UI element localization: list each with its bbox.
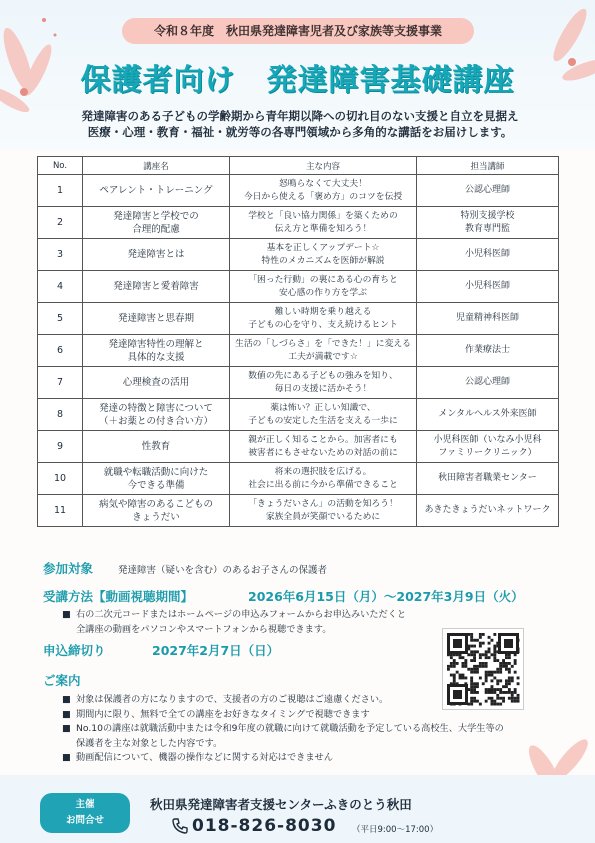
course-name <box>83 303 230 335</box>
method-note: 全講座の動画をパソコンやスマートフォンから視聴できます。 <box>76 623 332 635</box>
list-item <box>62 623 442 638</box>
course-lecturer <box>417 175 559 207</box>
list-item: ■ No.10の講座は就職活動中または令和9年度の就職に向けて就職活動を予定している高校生、大学生等の <box>62 722 572 737</box>
course-content-line: 毎日の支援に活かそう！ <box>274 383 372 394</box>
column-header-lecturer: 担当講師 <box>417 157 559 175</box>
course-content-line: 基本を正しくアップデート☆ <box>266 242 380 253</box>
qr-code-image <box>443 629 523 709</box>
course-number: 7 <box>38 367 83 399</box>
course-lecturer <box>417 463 559 495</box>
course-lecturer-line: 秋田障害者職業センター <box>438 473 537 483</box>
course-content-line: 怒鳴らなくて大丈夫！ <box>279 178 367 189</box>
table-header-row <box>38 157 559 175</box>
course-name-line: 発達障害と愛着障害 <box>113 281 199 292</box>
table-row <box>38 431 559 463</box>
method-notes <box>62 608 442 637</box>
course-lecturer <box>417 367 559 399</box>
course-name <box>83 367 230 399</box>
course-name-line: 具体的な支援 <box>127 351 185 363</box>
course-content <box>230 495 417 527</box>
course-number: 1 <box>38 175 83 207</box>
course-name <box>83 239 230 271</box>
course-lecturer <box>417 239 559 271</box>
column-header-content: 主な内容 <box>230 157 417 175</box>
list-item: ■ 期間内に限り、無料で全ての講座をお好きなタイミングで視聴できます <box>62 708 572 723</box>
course-number: 4 <box>38 271 83 303</box>
course-content-line: 「困った行動」の裏にある心の育ちと <box>248 274 398 285</box>
course-name <box>83 431 230 463</box>
course-content-line: 将来の選択肢を広げる。 <box>274 466 372 477</box>
course-table <box>37 156 559 527</box>
course-content-line: 社会に出る前に今から準備できること <box>248 479 398 490</box>
list-item: ■ 動画配信について、機器の操作などに関する対応はできません <box>62 751 572 766</box>
course-content-line: 難しい時期を乗り越える <box>274 306 372 317</box>
notice-text: 期間内に限り、無料で全ての講座をお好きなタイミングで視聴できます <box>76 708 370 720</box>
deadline-date: 2027年2月7日（日） <box>152 643 280 658</box>
course-content-line: 家族全員が笑顔でいるために <box>265 511 381 522</box>
course-content <box>230 399 417 431</box>
course-lecturer <box>417 495 559 527</box>
course-lecturer <box>417 303 559 335</box>
target-label: 参加対象 <box>43 561 94 576</box>
table-row <box>38 463 559 495</box>
course-content-line: 伝え方と準備を知ろう！ <box>274 223 372 234</box>
course-content-line: 「きょうだいさん」の活動を知ろう！ <box>248 498 398 509</box>
badge-organizer: 主催 <box>75 799 95 810</box>
intro-line: 発達障害のある子どもの学齢期から青年期以降への切れ目のない支援と自立を見据え <box>81 109 519 123</box>
course-content-line: 被害者にもさせないための対話の前に <box>248 447 398 458</box>
list-item: ■ 対象は保護者の方になりますので、支援者の方のご視聴はご遠慮ください。 <box>62 693 572 708</box>
course-lecturer <box>417 335 559 367</box>
method-label: 受講方法【動画視聴期間】 <box>43 589 194 604</box>
course-content <box>230 335 417 367</box>
organization-name: 秋田県発達障害者支援センターふきのとう秋田 <box>150 797 412 812</box>
notice-text: 対象は保護者の方になりますので、支援者の方のご視聴はご遠慮ください。 <box>76 694 389 705</box>
course-name-line: 心理検査の活用 <box>122 377 190 388</box>
course-lecturer-line: 児童精神科医師 <box>455 313 519 323</box>
course-name-line: 合理的配慮 <box>132 223 180 235</box>
course-lecturer-line: 小児科医師 <box>464 249 510 259</box>
course-content-line: 親が正しく知ることから。加害者にも <box>248 434 398 445</box>
course-content <box>230 271 417 303</box>
table-row <box>38 271 559 303</box>
table-row <box>38 367 559 399</box>
course-lecturer-line: 公認心理師 <box>464 377 510 387</box>
table-row <box>38 239 559 271</box>
course-name <box>83 495 230 527</box>
course-name-line: 発達障害と学校での <box>113 210 199 222</box>
course-content-line: 生活の「しづらさ」を「できた！」に変える <box>235 338 411 349</box>
course-name <box>83 335 230 367</box>
course-content-line: 薬は怖い？正しい知識で、 <box>270 402 376 413</box>
course-number: 6 <box>38 335 83 367</box>
course-number: 5 <box>38 303 83 335</box>
course-content-line: 数値の先にある子どもの強みを知り、 <box>248 370 398 381</box>
course-content-line: 今日から使える「褒め方」のコツを伝授 <box>243 191 403 202</box>
event-subtitle: 令和８年度 秋田県発達障害児者及び家族等支援事業 <box>122 18 474 44</box>
course-name-line: 今できる準備 <box>127 479 185 491</box>
page-title: 保護者向け 発達障害基礎講座 <box>80 63 515 98</box>
course-lecturer-line: ファミリークリニック） <box>438 447 537 458</box>
target-text: 発達障害（疑いを含む）のあるお子さんの保護者 <box>118 565 328 576</box>
course-name-line: 発達障害とは <box>127 249 185 260</box>
course-name-line: 性教育 <box>141 441 171 452</box>
course-content-line: 安心感の作り方を学ぶ <box>279 287 367 298</box>
course-name-line: 就職や転職活動に向けた <box>103 466 209 478</box>
intro-line: 医療・心理・教育・福祉・就労等の各専門領域から多角的な講話をお届けします。 <box>87 125 513 139</box>
course-name-line: 発達の特徴と障害について <box>99 402 213 414</box>
intro-text <box>30 108 570 140</box>
course-content <box>230 303 417 335</box>
column-header-no: No. <box>38 157 83 175</box>
course-name-line: 発達障害特性の理解と <box>108 338 204 350</box>
office-hours: （平日9:00～17:00） <box>352 825 439 835</box>
course-content-line: 子どもの安定した生活を支える一歩に <box>248 415 398 426</box>
notice-text: 保護者を主な対象とした内容です。 <box>76 737 223 749</box>
course-lecturer-line: 作業療法士 <box>464 345 510 355</box>
course-name-line: 病気や障害のあるこどもの <box>98 498 213 510</box>
course-number: 8 <box>38 399 83 431</box>
course-name-line: 発達障害と思春期 <box>117 313 194 324</box>
course-lecturer <box>417 431 559 463</box>
course-content <box>230 207 417 239</box>
course-lecturer-line: あきたきょうだいネットワーク <box>424 505 551 515</box>
table-row <box>38 207 559 239</box>
course-name <box>83 175 230 207</box>
phone-icon <box>172 818 188 834</box>
course-name-line: （＋お薬との付き合い方） <box>98 415 213 427</box>
course-number: 2 <box>38 207 83 239</box>
course-content-line: 特性のメカニズムを医師が解説 <box>261 255 385 266</box>
table-row <box>38 335 559 367</box>
course-content-line: 工夫が満載です☆ <box>288 351 358 362</box>
course-lecturer <box>417 207 559 239</box>
notice-text: No.10の講座は就職活動中または令和9年度の就職に向けて就職活動を予定している高校生、大学生等の <box>76 723 504 734</box>
course-lecturer-line: 小児科医師（いなみ小児科 <box>433 434 542 445</box>
course-lecturer <box>417 271 559 303</box>
table-row <box>38 303 559 335</box>
contact-badge <box>40 793 130 833</box>
list-item <box>62 737 572 752</box>
list-item: ■ 右の二次元コードまたはホームページの申込みフォームからお申込みいただくと <box>62 608 442 623</box>
course-name-line: きょうだい <box>132 511 180 523</box>
method-note: 右の二次元コードまたはホームページの申込みフォームからお申込みいただくと <box>76 609 407 620</box>
course-lecturer-line: メンタルヘルス外来医師 <box>438 409 537 419</box>
course-content-line: 子どもの心を守り、支え続けるヒント <box>248 319 398 330</box>
course-number: 3 <box>38 239 83 271</box>
course-number: 11 <box>38 495 83 527</box>
notice-label: ご案内 <box>43 673 81 688</box>
course-content <box>230 367 417 399</box>
phone-number[interactable]: 018-826-8030 <box>192 816 337 836</box>
course-content <box>230 175 417 207</box>
course-name-line: ペアレント・トレーニング <box>99 185 213 196</box>
course-lecturer-line: 公認心理師 <box>464 185 510 195</box>
notice-text: 動画配信について、機器の操作などに関する対応はできません <box>76 752 333 763</box>
course-name <box>83 399 230 431</box>
course-lecturer-line: 小児科医師 <box>464 281 510 291</box>
badge-inquiry: お問合せ <box>65 815 104 826</box>
course-name <box>83 207 230 239</box>
table-row <box>38 399 559 431</box>
course-content <box>230 431 417 463</box>
course-content-line: 学校と「良い協力関係」を築くための <box>248 210 398 221</box>
course-lecturer-line: 教育専門監 <box>464 223 510 234</box>
table-row <box>38 495 559 527</box>
course-number: 10 <box>38 463 83 495</box>
course-name <box>83 463 230 495</box>
column-header-course: 講座名 <box>83 157 230 175</box>
course-content <box>230 463 417 495</box>
qr-code[interactable] <box>442 628 524 710</box>
course-lecturer-line: 特別支援学校 <box>460 210 515 221</box>
course-number: 9 <box>38 431 83 463</box>
viewing-period: 2026年6月15日（月）～2027年3月9日（火） <box>248 589 524 604</box>
course-name <box>83 271 230 303</box>
course-content <box>230 239 417 271</box>
table-row <box>38 175 559 207</box>
course-lecturer <box>417 399 559 431</box>
deadline-label: 申込締切り <box>43 643 106 658</box>
